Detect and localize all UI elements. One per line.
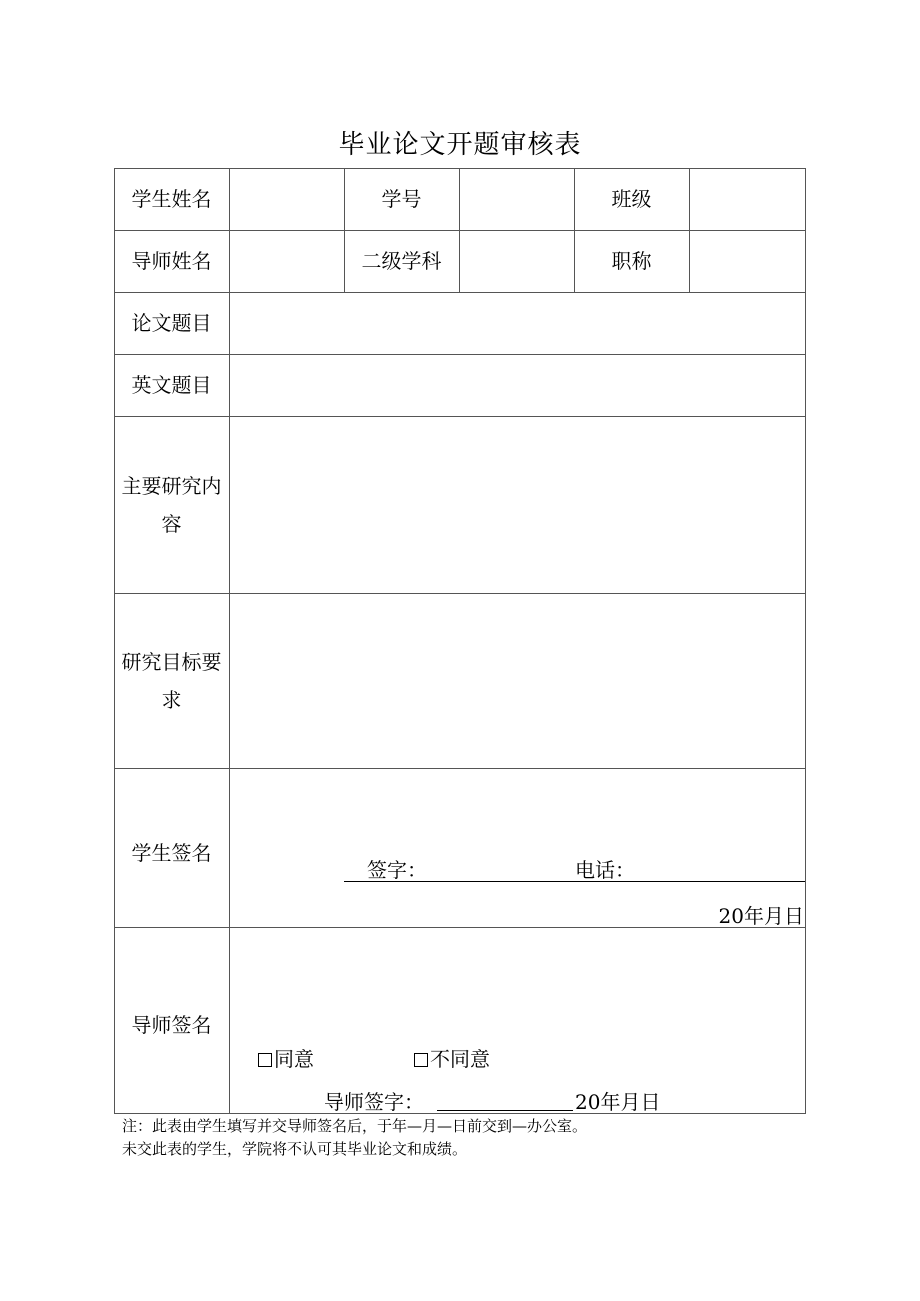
table-border-right (805, 168, 806, 1114)
note-line-1: 注：此表由学生填写并交导师签名后，于年—月—日前交到—办公室。 (122, 1117, 588, 1135)
advisor-name-label: 导师姓名 (131, 249, 212, 273)
advisor-name-field[interactable] (230, 231, 344, 292)
student-name-label: 学生姓名 (131, 187, 212, 211)
student-id-label: 学号 (381, 187, 422, 211)
thesis-title-field[interactable] (230, 293, 805, 354)
title-rank-label: 职称 (611, 249, 652, 273)
student-phone-prompt: 电话： (575, 858, 635, 882)
agree-label: 同意 (274, 1047, 314, 1071)
english-title-label: 英文题目 (131, 373, 212, 397)
research-content-field[interactable] (230, 417, 805, 593)
class-label: 班级 (611, 187, 652, 211)
agree-option[interactable] (258, 1043, 314, 1072)
review-form-table (114, 168, 806, 1114)
student-sign-prompt: 签字： (367, 858, 427, 882)
student-id-field[interactable] (460, 169, 574, 230)
discipline-field[interactable] (460, 231, 574, 292)
student-sign-label: 学生签名 (131, 841, 212, 865)
thesis-title-label: 论文题目 (131, 311, 212, 335)
advisor-sign-date: 20年月日 (575, 1090, 661, 1114)
class-field[interactable] (690, 169, 805, 230)
research-goal-label: 研究目标要求 (121, 649, 222, 712)
disagree-checkbox[interactable] (414, 1053, 428, 1067)
disagree-option[interactable] (414, 1043, 490, 1072)
english-title-field[interactable] (230, 355, 805, 416)
research-content-label: 主要研究内容 (121, 473, 222, 536)
title-rank-field[interactable] (690, 231, 805, 292)
note-line-2: 未交此表的学生，学院将不认可其毕业论文和成绩。 (122, 1140, 468, 1158)
research-goal-field[interactable] (230, 594, 805, 768)
page-title: 毕业论文开题审核表 (338, 130, 582, 160)
advisor-sign-prompt: 导师签字： (324, 1090, 424, 1114)
advisor-sign-label: 导师签名 (131, 1013, 212, 1037)
disagree-label: 不同意 (430, 1047, 490, 1071)
student-name-field[interactable] (230, 169, 344, 230)
advisor-signature-line (437, 1110, 573, 1111)
student-sign-date: 20年月日 (718, 904, 804, 928)
discipline-label: 二级学科 (361, 249, 442, 273)
agree-checkbox[interactable] (258, 1053, 272, 1067)
